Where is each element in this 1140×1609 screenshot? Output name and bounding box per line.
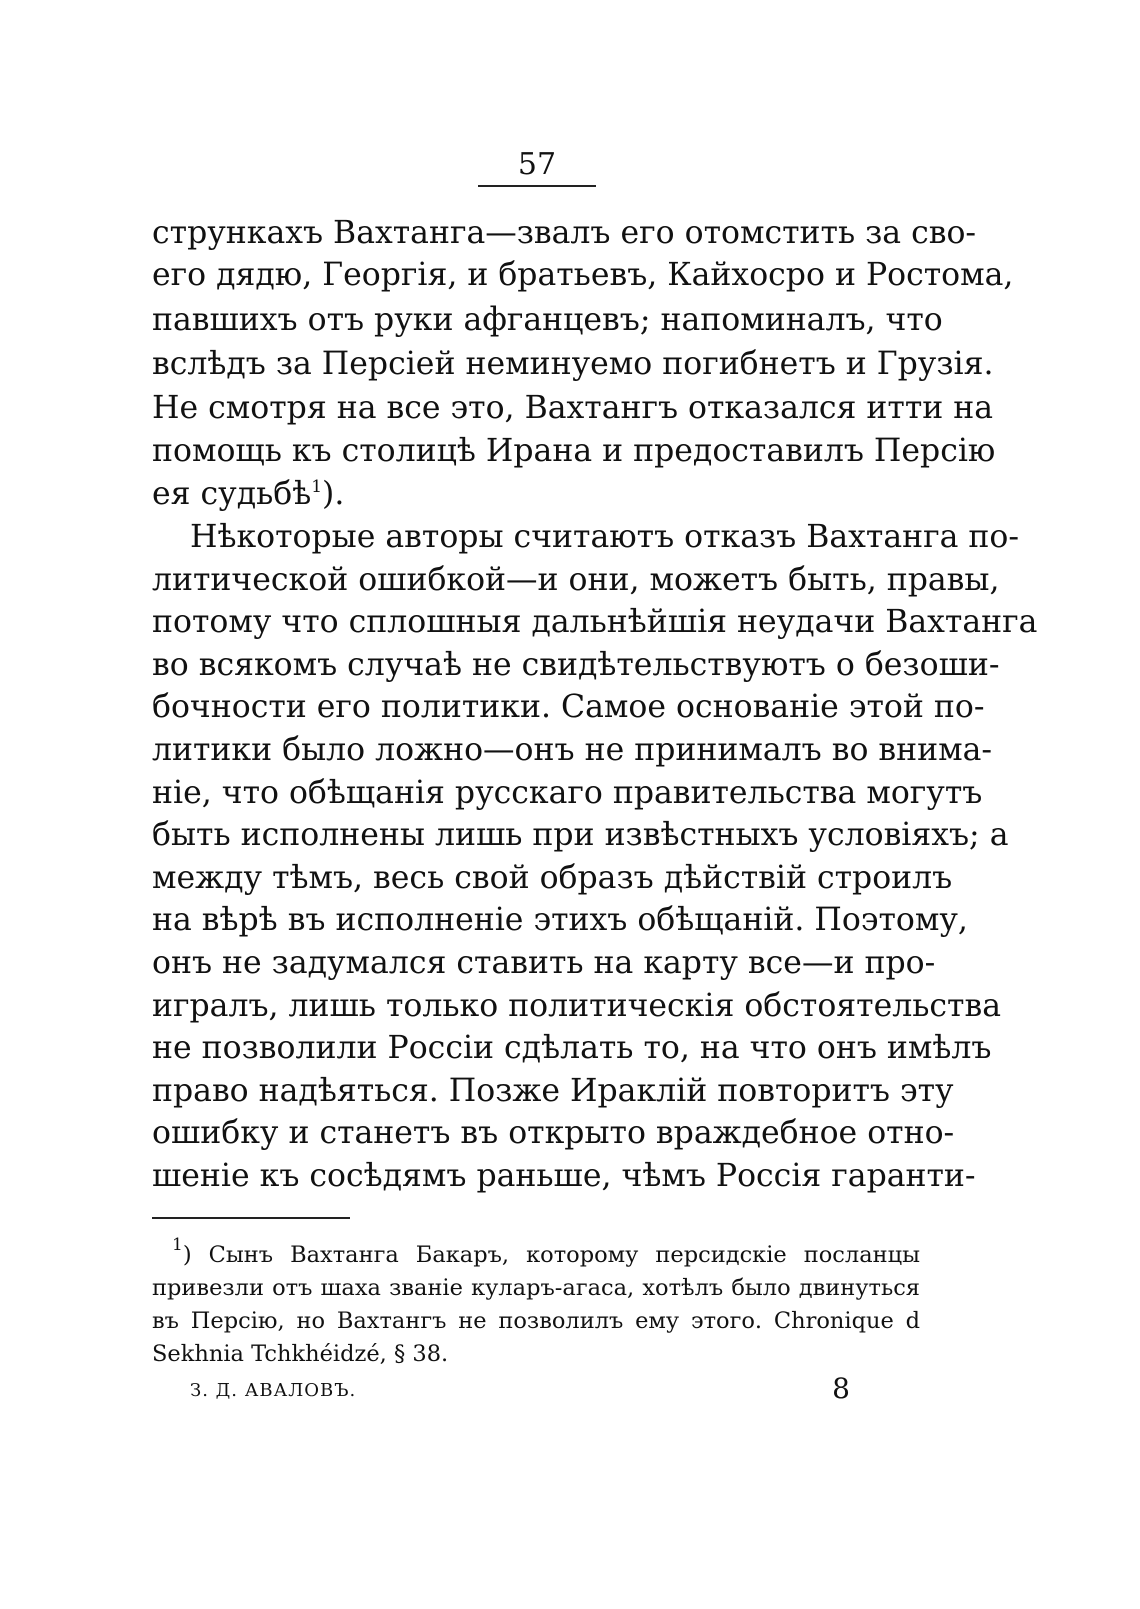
body-line: его дядю, Георгія, и братьевъ, Кайхосро и Ростома, [152,257,1014,293]
body-line: быть исполнены лишь при извѣстныхъ условіяхъ; а [152,817,1009,853]
footnote-marker: 1 [172,1235,183,1255]
body-line: ошибку и станетъ въ открыто враждебное отно- [152,1115,955,1151]
body-line: онъ не задумался ставить на карту все—и про- [152,945,936,981]
author-signature: З. Д. АВАЛОВЪ. [190,1380,357,1401]
footnote-rule [152,1217,350,1219]
body-line: потому что сплошныя дальнѣйшія неудачи Вахтанга [152,604,1038,640]
sheet-number: 8 [832,1372,850,1405]
page-number: 57 [517,147,557,182]
body-line-text: ея судьбѣ [152,476,312,512]
body-line: во всякомъ случаѣ не свидѣтельствуютъ о безоши- [152,647,1000,683]
body-line: право надѣяться. Позже Ираклій повторитъ эту [152,1073,954,1109]
body-line: ніе, что обѣщанія русскаго правительства могутъ [152,775,983,811]
header-rule [478,185,596,187]
footnote-line [172,1235,920,1270]
body-line: Нѣкоторые авторы считаютъ отказъ Вахтанга по- [190,519,1020,555]
footnote-reference-close: ). [322,476,345,512]
body-line: Не смотря на все это, Вахтангъ отказался итти на [152,390,994,426]
body-line: шеніе къ сосѣдямъ раньше, чѣмъ Россія гаранти- [152,1158,976,1194]
body-line: бочности его политики. Самое основаніе этой по- [152,689,985,725]
body-line: между тѣмъ, весь свой образъ дѣйствій строилъ [152,860,953,896]
body-line: вслѣдъ за Персіей неминуемо погибнетъ и Грузія. [152,346,994,382]
body-line: литической ошибкой—и они, можетъ быть, правы, [152,562,1000,598]
body-line [152,475,920,513]
body-line: помощь къ столицѣ Ирана и предоставилъ Персію [152,433,996,469]
body-line: павшихъ отъ руки афганцевъ; напоминалъ, что [152,302,943,338]
footnote-reference: 1 [311,477,323,497]
body-line: игралъ, лишь только политическія обстоятельства [152,988,1001,1024]
footnote-line: привезли отъ шаха званіе куларъ-агаса, хотѣлъ было двинуться [152,1275,920,1301]
body-line: не позволили Россіи сдѣлать то, на что онъ имѣлъ [152,1030,992,1066]
body-line: на вѣрѣ въ исполненіе этихъ обѣщаній. Поэтому, [152,902,968,938]
body-line: литики было ложно—онъ не принималъ во внима- [152,732,993,768]
footnote-line-text: ) Сынъ Вахтанга Бакаръ, которому персидскіе посланцы [182,1242,920,1268]
footnote-line: въ Персію, но Вахтангъ не позволилъ ему этого. Chronique d [152,1308,920,1334]
footnote-line: Sekhnia Tchkhéidzé, § 38. [152,1341,449,1367]
body-line: стрункахъ Вахтанга—звалъ его отомстить за сво- [152,215,977,251]
